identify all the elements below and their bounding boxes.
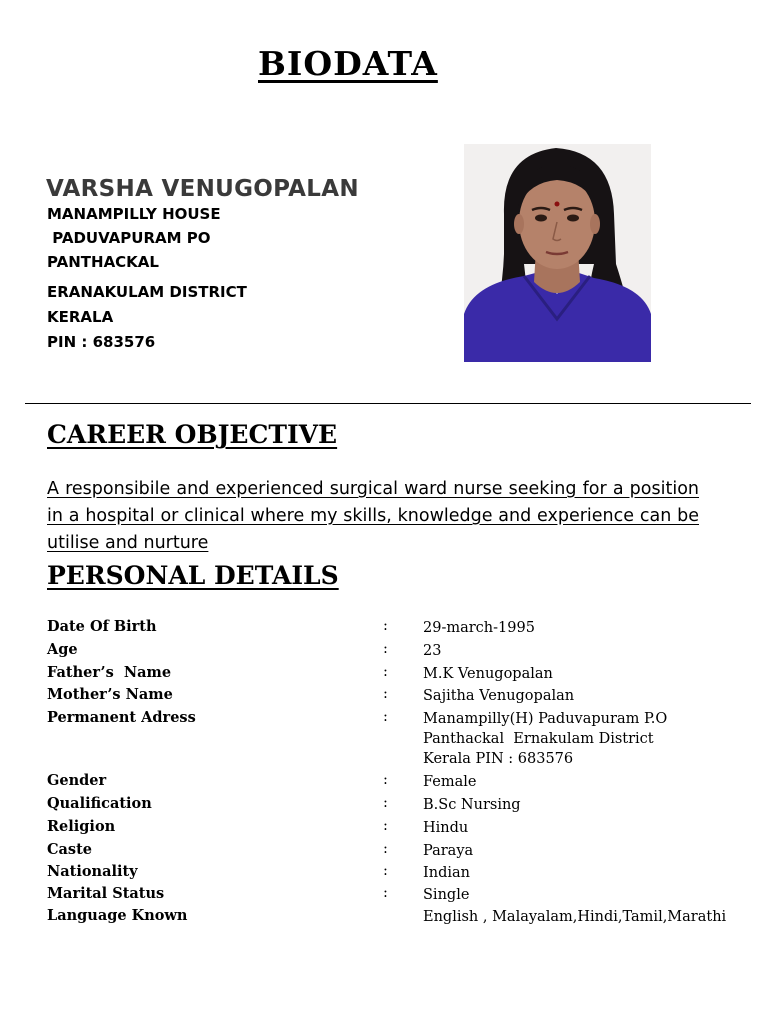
detail-separator: : [383,841,388,857]
portrait-illustration [464,144,651,362]
detail-label: Caste [47,841,93,858]
detail-value: 29-march-1995 [423,620,535,636]
address-line: MANAMPILLY HOUSE [47,205,221,223]
detail-label: Gender [47,772,107,789]
career-objective-heading: CAREER OBJECTIVE [47,420,338,449]
document-title: BIODATA [258,44,438,83]
detail-value: Hindu [423,820,469,836]
detail-label: Father’s Name [47,664,172,681]
detail-value-line: Panthackal Ernakulam District [423,731,654,747]
detail-label: Mother’s Name [47,686,173,703]
detail-value: Paraya [423,843,474,859]
profile-photo [464,144,651,362]
detail-value: M.K Venugopalan [423,666,553,682]
career-objective-text: A responsibile and experienced surgical ward nurse seeking for a position in a hospital or clinical where my skills, knowledge and experience can be utilise and nurture [47,479,699,553]
applicant-name: VARSHA VENUGOPALAN [46,176,359,202]
detail-separator: : [383,641,388,657]
detail-value: B.Sc Nursing [423,797,521,813]
address-line: PANTHACKAL [47,253,159,271]
personal-details-heading: PERSONAL DETAILS [47,561,339,590]
detail-label: Nationality [47,863,138,880]
horizontal-divider [25,403,751,404]
detail-label: Date Of Birth [47,618,157,635]
detail-label: Language Known [47,907,188,924]
detail-separator: : [383,709,388,725]
detail-separator: : [383,686,388,702]
detail-separator: : [383,885,388,901]
detail-label: Qualification [47,795,152,812]
detail-label: Marital Status [47,885,165,902]
detail-separator: : [383,772,388,788]
address-line: PADUVAPURAM PO [47,229,211,247]
detail-separator: : [383,795,388,811]
address-line: PIN : 683576 [47,333,156,351]
detail-separator: : [383,863,388,879]
detail-label: Permanent Adress [47,709,196,726]
detail-value: Indian [423,865,470,881]
detail-separator: : [383,664,388,680]
detail-value-line: Kerala PIN : 683576 [423,751,574,767]
detail-value: Female [423,774,477,790]
detail-separator: : [383,818,388,834]
address-line: KERALA [47,308,114,326]
detail-label: Age [47,641,78,658]
detail-value: English , Malayalam,Hindi,Tamil,Marathi [423,909,727,925]
detail-label: Religion [47,818,116,835]
detail-value: Single [423,887,470,903]
detail-value: 23 [423,643,442,659]
address-line: ERANAKULAM DISTRICT [47,283,247,301]
detail-value: Sajitha Venugopalan [423,688,575,704]
detail-separator: : [383,618,388,634]
detail-value-line: Manampilly(H) Paduvapuram P.O [423,711,668,727]
